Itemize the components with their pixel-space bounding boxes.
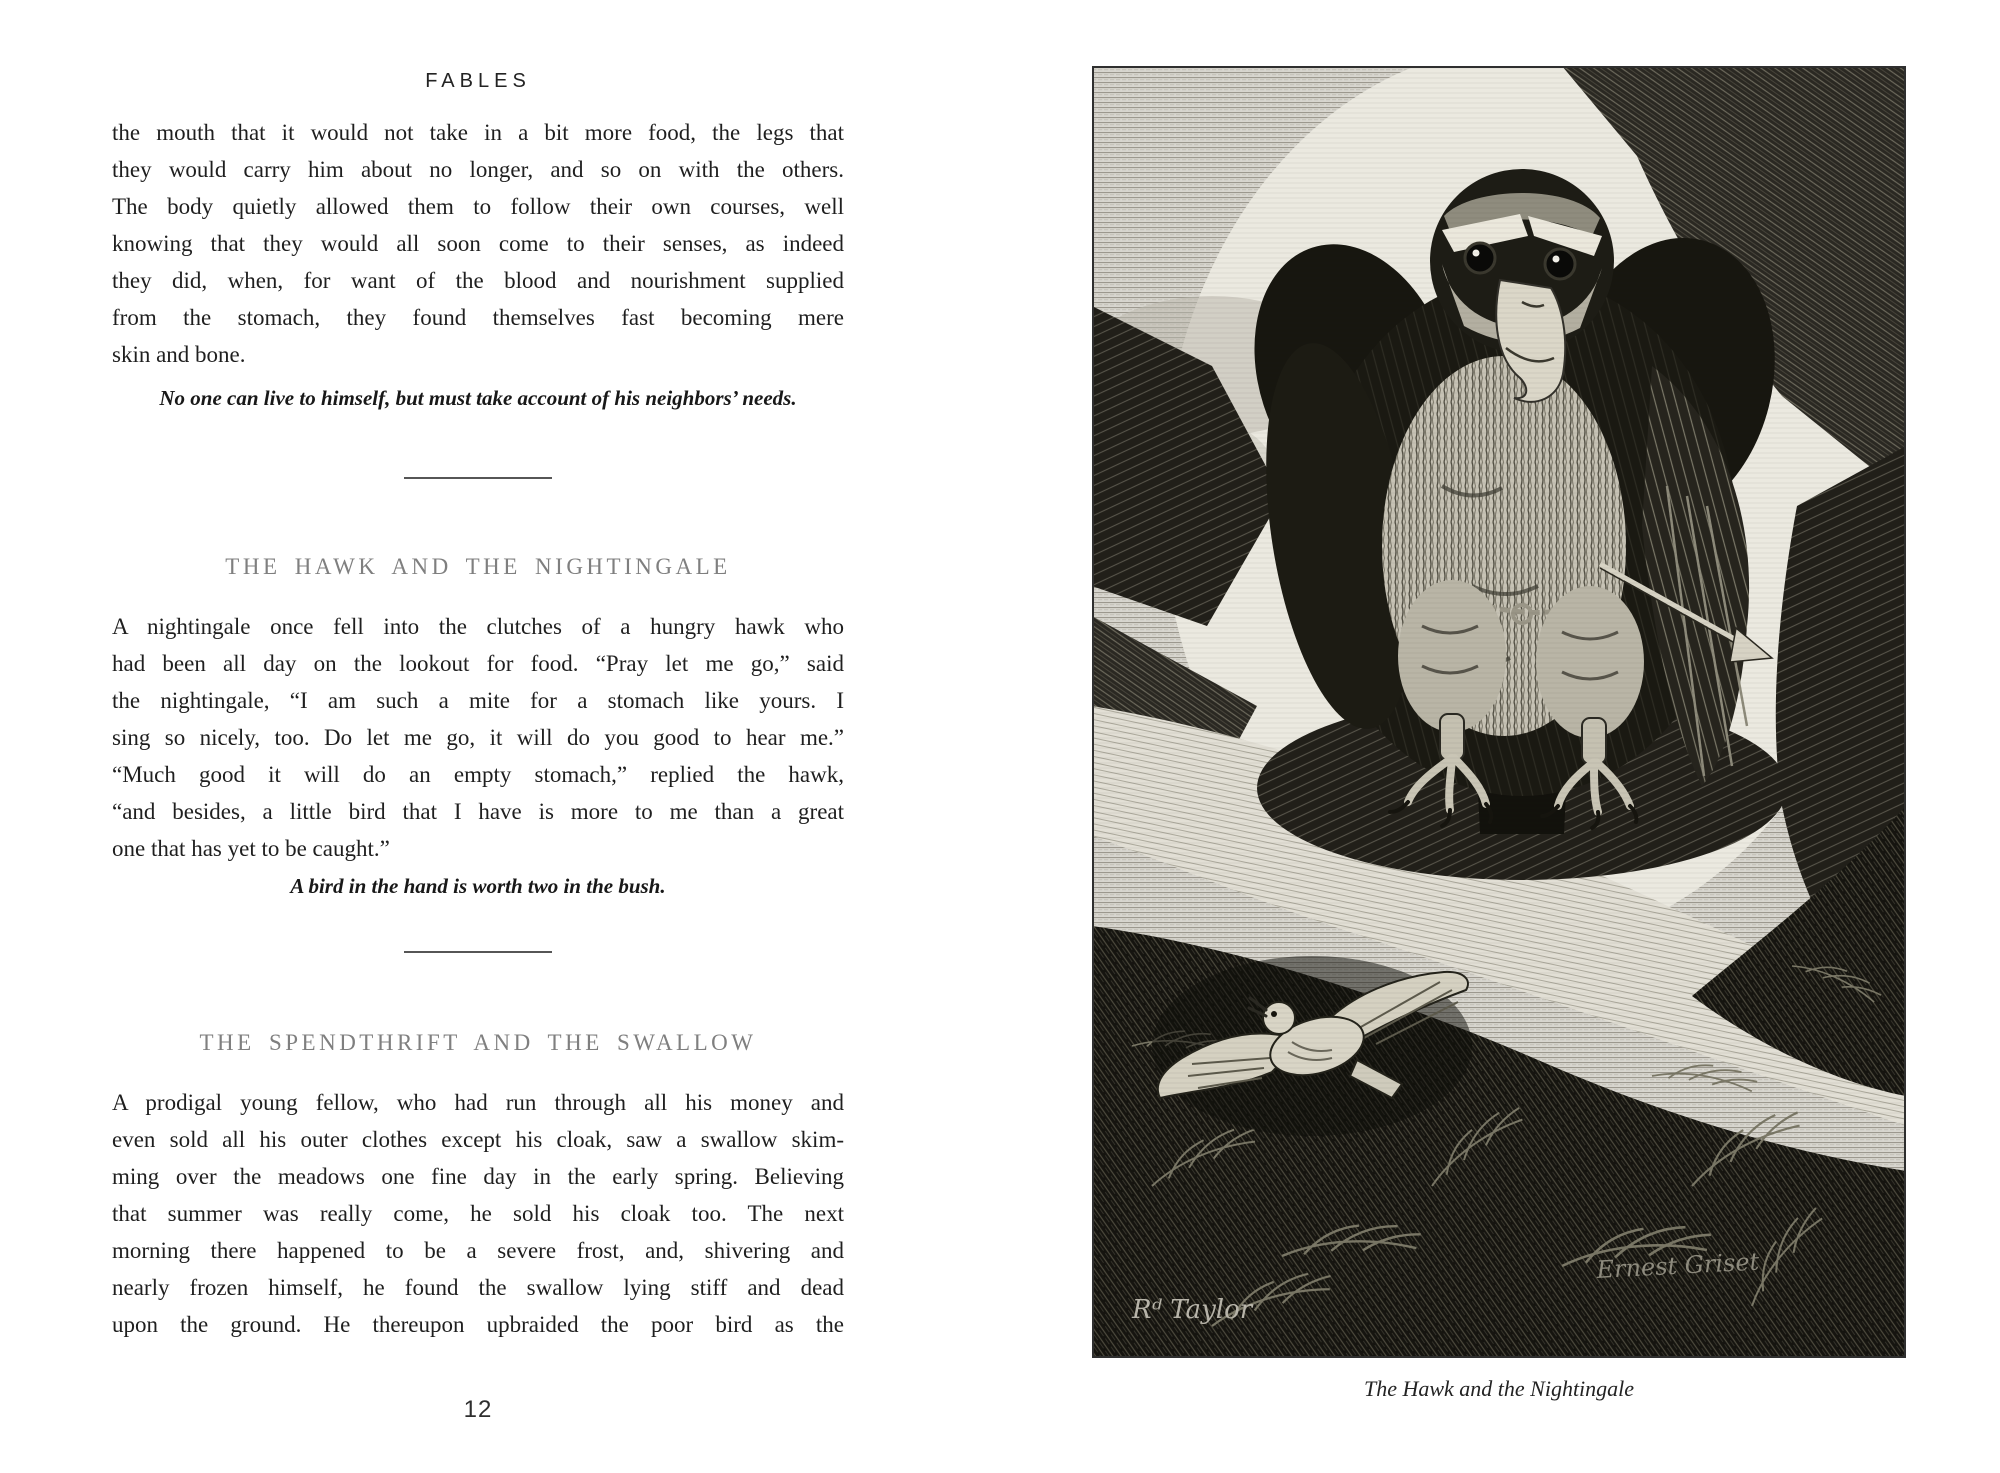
section-divider (404, 951, 552, 953)
running-head: FABLES (425, 70, 531, 92)
text-line: sing so nicely, too. Do let me go, it will do you good to hear me.” (112, 725, 844, 750)
text-line: A prodigal young fellow, who had run through all his money and (112, 1090, 844, 1115)
fable-title-spendthrift-swallow: THE SPENDTHRIFT AND THE SWALLOW (199, 1030, 757, 1055)
text-line: upon the ground. He thereupon upbraided the poor bird as the (112, 1312, 844, 1337)
hawk-engraving-illustration (1092, 66, 1906, 1358)
text-line: even sold all his outer clothes except his cloak, saw a swallow skim- (112, 1127, 844, 1152)
text-line: the nightingale, “I am such a mite for a stomach like yours. I (112, 688, 844, 713)
engraving-svg (1092, 66, 1906, 1358)
text-line: ming over the meadows one fine day in the early spring. Believing (112, 1164, 844, 1189)
text-line: nearly frozen himself, he found the swallow lying stiff and dead (112, 1275, 844, 1300)
intro-moral: No one can live to himself, but must take account of his neighbors’ needs. (159, 386, 797, 410)
fable-paragraph-spendthrift-swallow (112, 1084, 844, 1343)
text-line: one that has yet to be caught.” (112, 836, 390, 861)
artist-signature: Ernest Griset (1595, 1247, 1760, 1284)
fable-paragraph-hawk-nightingale (112, 608, 844, 867)
intro-paragraph (112, 114, 844, 373)
illustration-caption: The Hawk and the Nightingale (1363, 1376, 1635, 1401)
text-line: from the stomach, they found themselves fast becoming mere (112, 305, 844, 330)
engraving-texture-overlay (1092, 66, 1906, 1358)
text-line: that summer was really come, he sold his cloak too. The next (112, 1201, 844, 1226)
text-line: “and besides, a little bird that I have is more to me than a great (112, 799, 844, 824)
fable-moral-hawk-nightingale: A bird in the hand is worth two in the bush. (290, 874, 666, 898)
fable-title-hawk-nightingale: THE HAWK AND THE NIGHTINGALE (225, 554, 731, 579)
engraver-signature: Rᵈ Taylor (1132, 1295, 1253, 1325)
text-line: they would carry him about no longer, and so on with the others. (112, 157, 844, 182)
text-line: the mouth that it would not take in a bit more food, the legs that (112, 120, 844, 145)
text-line: skin and bone. (112, 342, 246, 367)
text-line: A nightingale once fell into the clutches of a hungry hawk who (112, 614, 844, 639)
text-line: morning there happened to be a severe frost, and, shivering and (112, 1238, 844, 1263)
text-line: “Much good it will do an empty stomach,” replied the hawk, (112, 762, 844, 787)
text-line: The body quietly allowed them to follow their own courses, well (112, 194, 844, 219)
text-line: they did, when, for want of the blood and nourishment supplied (112, 268, 844, 293)
text-line: had been all day on the lookout for food. “Pray let me go,” said (112, 651, 844, 676)
section-divider (404, 477, 552, 479)
text-line: knowing that they would all soon come to their senses, as indeed (112, 231, 844, 256)
page-number: 12 (463, 1396, 493, 1423)
